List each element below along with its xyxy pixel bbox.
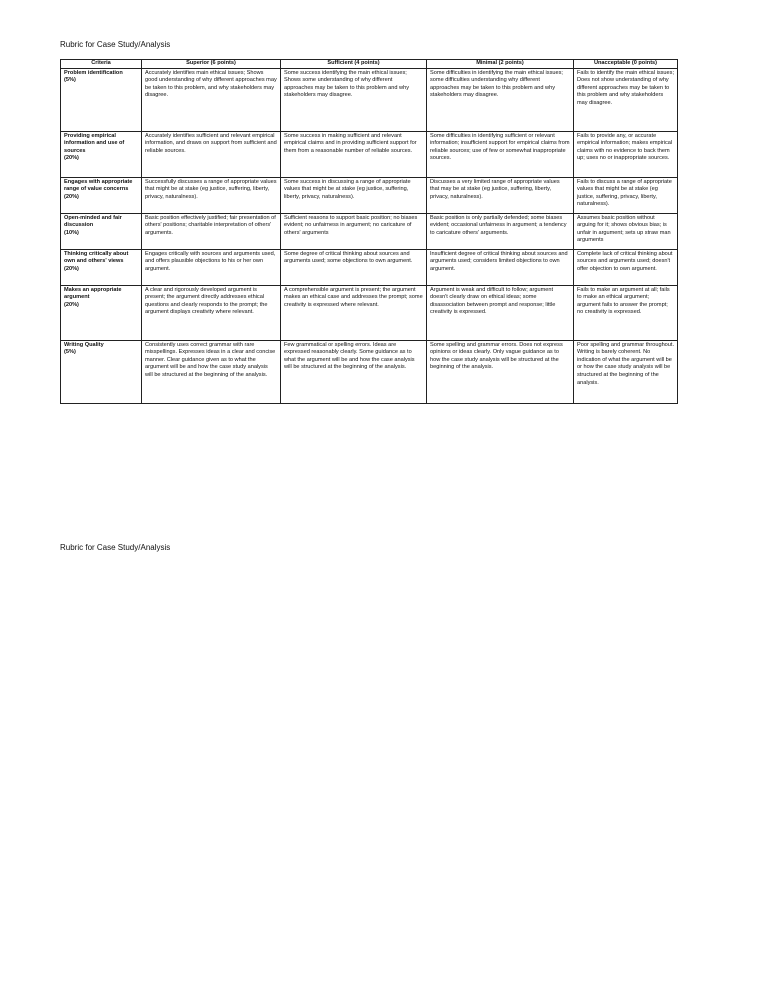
rating-cell: Insufficient degree of critical thinking about sources and arguments used; considers limited objections to own argument. <box>427 249 574 285</box>
rating-cell: Engages critically with sources and arguments used, and offers plausible objections to his or her own argument. <box>142 249 281 285</box>
criterion-name: Thinking critically about own and others' views <box>64 250 129 265</box>
table-row <box>61 249 678 285</box>
rating-cell: Complete lack of critical thinking about sources and arguments used; doesn't offer objection to own argument. <box>574 249 678 285</box>
rubric-table <box>60 59 678 404</box>
criterion-weight: (10%) <box>64 229 79 236</box>
rating-cell: Some difficulties in identifying sufficient or relevant information; insufficient support for empirical claims from reliable sources; use of few or somewhat inappropriate sources. <box>427 131 574 177</box>
rating-cell: Basic position effectively justified; fair presentation of others' positions; charitable interpretation of others' arguments. <box>142 213 281 249</box>
criterion-weight: (5%) <box>64 77 76 84</box>
criterion-name: Problem identification <box>64 69 123 76</box>
table-row <box>61 68 678 131</box>
rating-cell: Sufficient reasons to support basic position; no biases evident; no unfairness in argument; no caricature of others' arguments <box>281 213 427 249</box>
rating-cell: Accurately identifies main ethical issues; Shows good understanding of why different approaches may be taken to this problem, and why stakeholders may disagree. <box>142 68 281 131</box>
criterion-weight: (5%) <box>64 349 76 356</box>
rating-cell: Successfully discusses a range of appropriate values that might be at stake (eg justice, suffering, liberty, privacy, naturalness). <box>142 177 281 213</box>
rating-cell: Some success in making sufficient and relevant empirical claims and in providing sufficient support for them from a reasonable number of reliable sources. <box>281 131 427 177</box>
rating-cell: Some success identifying the main ethical issues; Shows some understanding of why different approaches may be taken to this problem and why stakeholders may disagree. <box>281 68 427 131</box>
criterion-name: Engages with appropriate range of value concerns <box>64 178 133 193</box>
header-superior: Superior (6 points) <box>142 60 281 69</box>
header-minimal: Minimal (2 points) <box>427 60 574 69</box>
rating-cell: Basic position is only partially defended; some biases evident; occasional unfairness in argument; a tendency to caricature others' arguments. <box>427 213 574 249</box>
table-row <box>61 131 678 177</box>
criterion-cell <box>61 68 142 131</box>
criterion-cell <box>61 340 142 403</box>
criterion-weight: (20%) <box>64 265 79 272</box>
table-row <box>61 285 678 340</box>
rating-cell: Fails to discuss a range of appropriate values that might be at stake (eg justice, suffering, privacy, liberty, naturalness). <box>574 177 678 213</box>
table-row <box>61 177 678 213</box>
criterion-cell <box>61 249 142 285</box>
rating-cell: Assumes basic position without arguing for it; shows obvious bias; is unfair in argument; sets up straw man arguments <box>574 213 678 249</box>
rating-cell: A clear and rigorously developed argument is present; the argument directly addresses ethical questions and clearly responds to the prompt; the argument displays creativity where relevant. <box>142 285 281 340</box>
rating-cell: Some success in discussing a range of appropriate values that might be at stake (eg justice, suffering, liberty, privacy, naturalness). <box>281 177 427 213</box>
rating-cell: Some spelling and grammar errors. Does not express opinions or ideas clearly. Only vague guidance as to how the case study analysis will be structured at the beginning of the analysis. <box>427 340 574 403</box>
rating-cell: Discusses a very limited range of appropriate values that may be at stake (eg justice, suffering, liberty, privacy, naturalness). <box>427 177 574 213</box>
table-row <box>61 340 678 403</box>
rating-cell: Some difficulties in identifying the main ethical issues; some difficulties understanding why different approaches may be taken to this problem and why stakeholders may disagree. <box>427 68 574 131</box>
rating-cell: Fails to make an argument at all; fails to make an ethical argument; argument fails to answer the prompt; no creativity is expressed. <box>574 285 678 340</box>
rating-cell: Consistently uses correct grammar with rare misspellings. Expresses ideas in a clear and concise manner. Clear guidance given as to what the argument will be and how the case study analysis will be structured at the beginning of the analysis. <box>142 340 281 403</box>
rating-cell: A comprehensible argument is present; the argument makes an ethical case and addresses the prompt; some creativity is expressed where relevant. <box>281 285 427 340</box>
criterion-name: Open-minded and fair discussion <box>64 214 122 229</box>
rating-cell: Some degree of critical thinking about sources and arguments used; some objections to own argument. <box>281 249 427 285</box>
table-row <box>61 213 678 249</box>
header-sufficient: Sufficient (4 points) <box>281 60 427 69</box>
criterion-weight: (20%) <box>64 155 79 162</box>
rating-cell: Poor spelling and grammar throughout. Writing is barely coherent. No indication of what the argument will be or how the case study analysis will be structured at the beginning of the analysis. <box>574 340 678 403</box>
criterion-cell <box>61 285 142 340</box>
header-unacceptable: Unacceptable (0 points) <box>574 60 678 69</box>
document-title: Rubric for Case Study/Analysis <box>60 40 171 49</box>
criterion-weight: (20%) <box>64 301 79 308</box>
criterion-cell <box>61 131 142 177</box>
document-title-repeat: Rubric for Case Study/Analysis <box>60 543 171 552</box>
rating-cell: Few grammatical or spelling errors. Ideas are expressed reasonably clearly. Some guidance as to what the argument will be and how the case analysis will be structured at the beginning of the analysis. <box>281 340 427 403</box>
rating-cell: Fails to provide any, or accurate empirical information; makes empirical claims with no evidence to back them up; uses no or inappropriate sources. <box>574 131 678 177</box>
rating-cell: Accurately identifies sufficient and relevant empirical information, and draws on support from sufficient and reliable sources. <box>142 131 281 177</box>
header-row <box>61 60 678 69</box>
criterion-weight: (20%) <box>64 193 79 200</box>
criterion-cell <box>61 177 142 213</box>
criterion-cell <box>61 213 142 249</box>
criterion-name: Makes an appropriate argument <box>64 286 122 301</box>
header-criteria: Criteria <box>61 60 142 69</box>
criterion-name: Writing Quality <box>64 341 104 348</box>
criterion-name: Providing empirical information and use of sources <box>64 132 125 154</box>
rating-cell: Fails to identify the main ethical issues; Does not show understanding of why different approaches may be taken to this problem and why stakeholders may disagree. <box>574 68 678 131</box>
rating-cell: Argument is weak and difficult to follow; argument doesn't clearly draw on ethical ideas; some disassociation between prompt and response; little creativity is expressed. <box>427 285 574 340</box>
